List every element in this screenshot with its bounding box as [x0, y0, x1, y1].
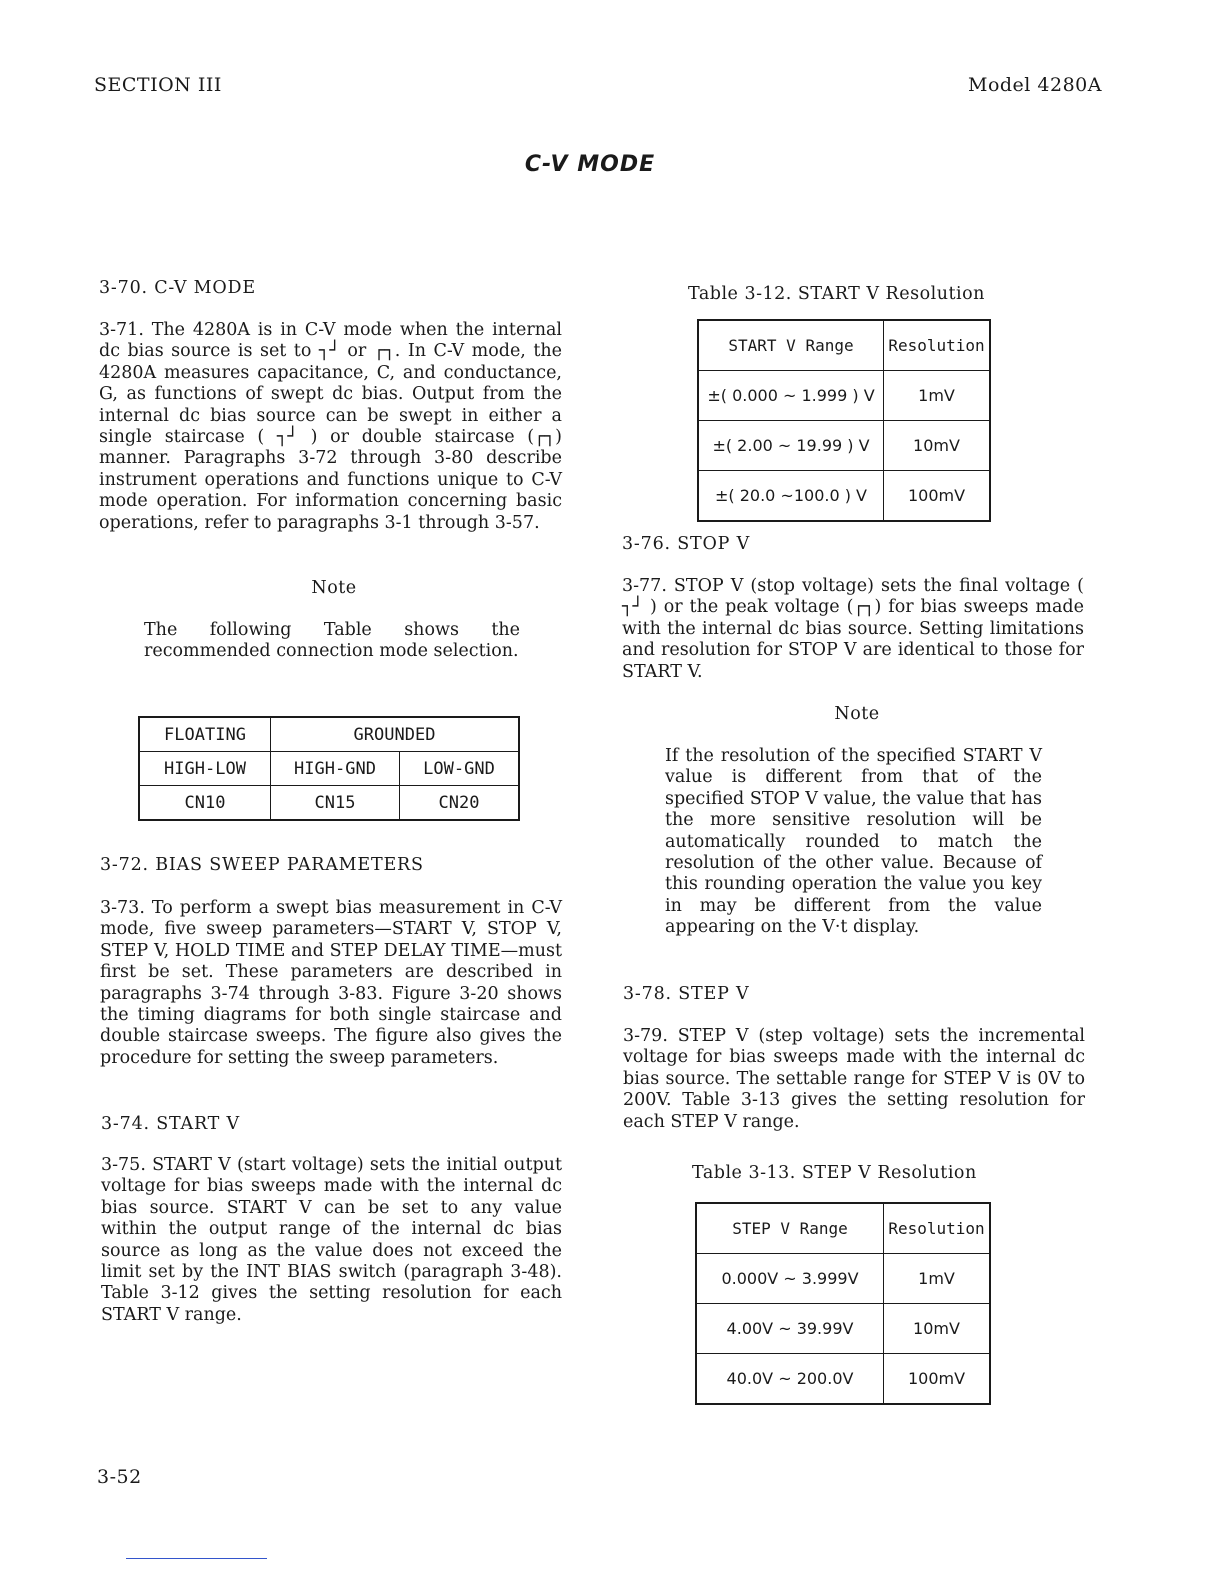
- table-header: Resolution: [884, 1203, 991, 1254]
- connection-mode-table: [138, 716, 520, 821]
- table-cell: CN20: [400, 786, 520, 821]
- table-cell: FLOATING: [139, 717, 271, 752]
- heading-3-76: 3-76. STOP V: [622, 534, 751, 554]
- table-header: START V Range: [698, 320, 884, 371]
- start-v-resolution-table: [697, 319, 991, 522]
- table-cell: HIGH-LOW: [139, 752, 271, 786]
- table-cell: ±( 0.000 ~ 1.999 ) V: [698, 371, 884, 421]
- table-cell: CN15: [271, 786, 400, 821]
- table-cell: CN10: [139, 786, 271, 821]
- page-number: 3-52: [97, 1466, 142, 1488]
- paragraph-3-73: 3-73. To perform a swept bias measurement in C-V mode, five sweep parameters—START V, STOP V, STEP V, HOLD TIME and STEP DELAY TIME—must first be set. These parameters are described in paragraphs 3-74 through 3-83. Figure 3-20 shows the timing diagrams for both single staircase and double staircase sweeps. The figure also gives the procedure for setting the sweep parameters.: [100, 898, 562, 1068]
- heading-3-78: 3-78. STEP V: [623, 984, 750, 1004]
- table-cell: 1mV: [884, 371, 991, 421]
- table-3-12-caption: Table 3-12. START V Resolution: [688, 284, 985, 304]
- paragraph-3-75: 3-75. START V (start voltage) sets the initial output voltage for bias sweeps made with the internal dc bias source. START V can be set to any value within the output range of the internal dc bias source as long as the value does not exceed the limit set by the INT BIAS switch (paragraph 3-48). Table 3-12 gives the setting resolution for each START V range.: [101, 1155, 562, 1325]
- step-v-resolution-table: [695, 1202, 991, 1405]
- paragraph-3-77: 3-77. STOP V (stop voltage) sets the final voltage ( ┐┘ ) or the peak voltage (┌┐) for bias sweeps made with the internal dc bias source. Setting limitations and resolution for STOP V are identical to those for START V.: [622, 576, 1084, 682]
- table-cell: 40.0V ~ 200.0V: [696, 1354, 884, 1405]
- footer-rule: [126, 1558, 267, 1559]
- table-cell: 0.000V ~ 3.999V: [696, 1254, 884, 1304]
- table-cell: 100mV: [884, 1354, 991, 1405]
- table-cell: 1mV: [884, 1254, 991, 1304]
- page-title: C-V MODE: [524, 152, 656, 177]
- note-title-right: Note: [834, 704, 880, 724]
- table-cell: 4.00V ~ 39.99V: [696, 1304, 884, 1354]
- table-cell: GROUNDED: [271, 717, 520, 752]
- paragraph-3-79: 3-79. STEP V (step voltage) sets the incremental voltage for bias sweeps made with the internal dc bias source. The settable range for STEP V is 0V to 200V. Table 3-13 gives the setting resolution for each STEP V range.: [623, 1026, 1085, 1132]
- heading-3-74: 3-74. START V: [101, 1114, 240, 1134]
- table-cell: HIGH-GND: [271, 752, 400, 786]
- table-cell: LOW-GND: [400, 752, 520, 786]
- table-cell: ±( 2.00 ~ 19.99 ) V: [698, 421, 884, 471]
- table-3-13-caption: Table 3-13. STEP V Resolution: [692, 1163, 977, 1183]
- note-title-left: Note: [311, 578, 357, 598]
- table-cell: 10mV: [884, 1304, 991, 1354]
- heading-3-70: 3-70. C-V MODE: [99, 278, 256, 298]
- note-text-left: The following Table shows the recommended connection mode selection.: [144, 620, 520, 662]
- heading-3-72: 3-72. BIAS SWEEP PARAMETERS: [100, 855, 424, 875]
- note-text-right: If the resolution of the specified START V value is different from that of the specified STOP V value, the value that has the more sensitive resolution will be automatically rounded to match the resolution of the other value. Because of this rounding operation the value you key in may be different from the value appearing on the V·t display.: [665, 746, 1042, 938]
- paragraph-3-71: 3-71. The 4280A is in C-V mode when the internal dc bias source is set to ┐┘ or ┌┐. In C-V mode, the 4280A measures capacitance, C, and conductance, G, as functions of swept dc bias. Output from the internal dc bias source can be swept in either a single staircase ( ┐┘ ) or double staircase (┌┐) manner. Paragraphs 3-72 through 3-80 describe instrument operations and functions unique to C-V mode operation. For information concerning basic operations, refer to paragraphs 3-1 through 3-57.: [99, 320, 562, 533]
- table-cell: ±( 20.0 ~100.0 ) V: [698, 471, 884, 522]
- model-label: Model 4280A: [968, 74, 1102, 96]
- section-label: SECTION III: [94, 74, 222, 96]
- table-cell: 10mV: [884, 421, 991, 471]
- table-cell: 100mV: [884, 471, 991, 522]
- table-header: STEP V Range: [696, 1203, 884, 1254]
- table-header: Resolution: [884, 320, 991, 371]
